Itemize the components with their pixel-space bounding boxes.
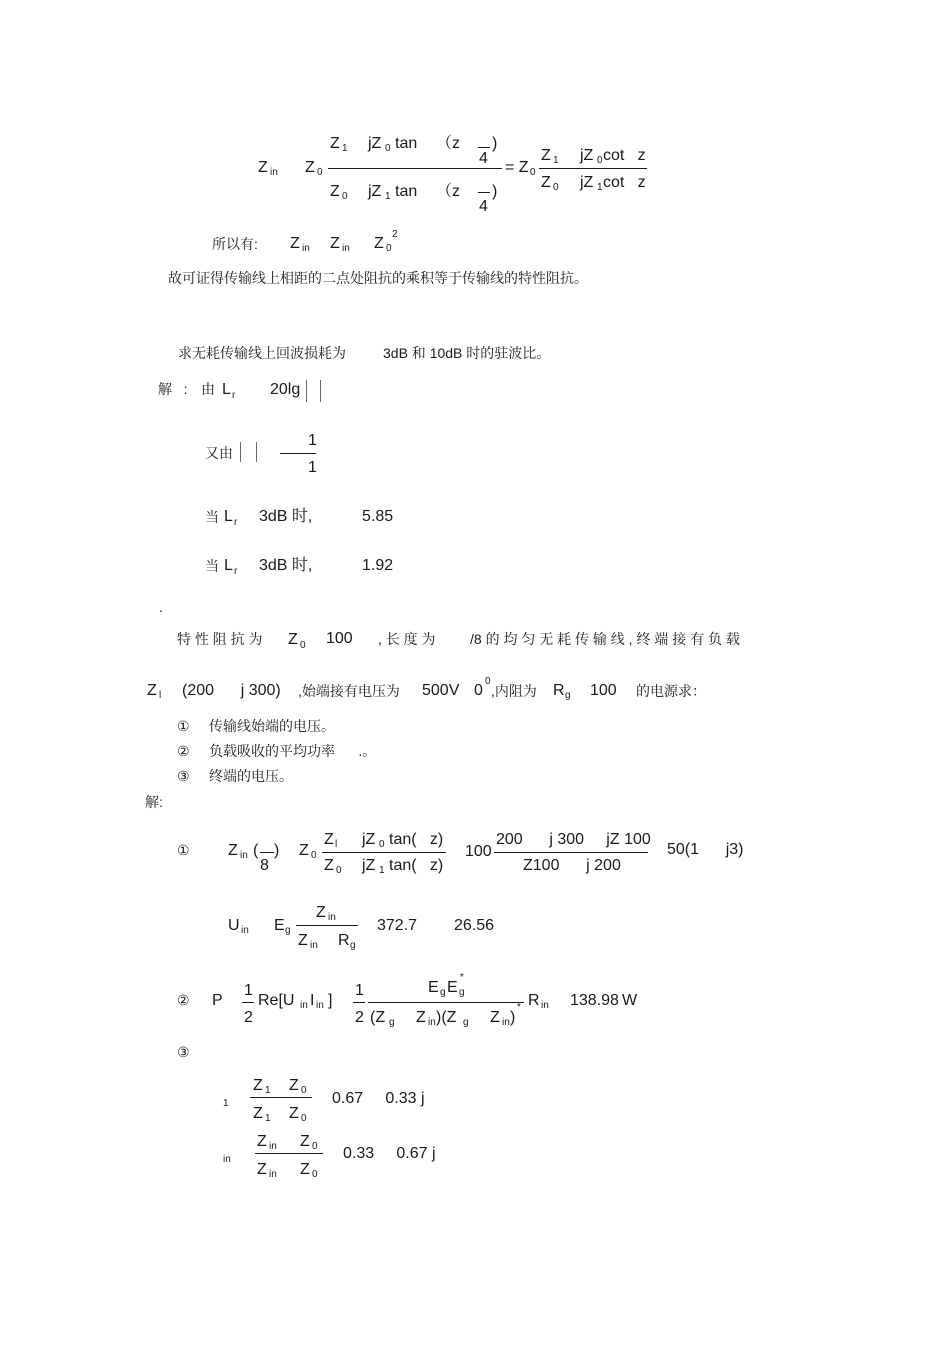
so-z2-sub: in [342, 243, 350, 254]
solution3-label: 解: [145, 794, 163, 810]
lr-symbol: L [222, 381, 231, 398]
p3-zl-sub: l [159, 690, 162, 701]
item3-text: 终端的电压。 [209, 768, 293, 784]
f2-num: 200 j 300 jZ 100 [496, 831, 651, 848]
p3-line1-b: , 长 度 为 [378, 631, 436, 647]
f4-num-e2: E [447, 979, 458, 996]
right-fraction-line [539, 168, 647, 169]
zin-arg-line [260, 852, 274, 853]
re-close: ] [328, 992, 333, 1009]
u-magnitude: 372.7 [377, 917, 418, 934]
f1-den-sub: 0 [336, 865, 342, 876]
f4-den-sub3: g [463, 1017, 469, 1028]
zin-subscript: in [270, 167, 278, 178]
half-den: 2 [244, 1009, 253, 1026]
f1-den-jz-sub: 1 [379, 865, 385, 876]
equals-z0-sub: 0 [530, 167, 536, 178]
den-jz1-sub: 1 [385, 191, 391, 202]
p3-voltage-angle: 0 [474, 682, 483, 699]
f4-den-mid: )(Z [436, 1009, 457, 1026]
s-z0-sub: 0 [311, 850, 317, 861]
gamma1-value: 0.67 0.33 j [332, 1090, 425, 1107]
den-four: 4 [479, 198, 488, 215]
p3-voltage: 500V [422, 682, 460, 699]
den-close: ) [492, 183, 498, 200]
p3-rg: R [553, 682, 565, 699]
r-den-z0: Z [541, 174, 551, 191]
f3-den-r-sub: g [350, 940, 356, 951]
f3-line [296, 925, 358, 926]
g1-num-a: Z [253, 1077, 263, 1094]
r-in-sub: in [541, 1000, 549, 1011]
f1-num-sub: l [335, 839, 338, 850]
r-den-z0-sub: 0 [553, 182, 559, 193]
half-num: 1 [244, 982, 253, 999]
power-unit: W [622, 992, 638, 1009]
case2-value: 1.92 [362, 557, 394, 574]
p3-zl: Z [147, 682, 157, 699]
frac-den: 1 [308, 459, 317, 476]
den-z0-sub: 0 [342, 191, 348, 202]
item2-text: 负载吸收的平均功率 .。 [209, 743, 377, 759]
num-jz0-sub: 0 [385, 143, 391, 154]
num-jz0: jZ [368, 135, 382, 152]
equals-z0: = Z [505, 159, 529, 176]
g1-den-a-sub: 1 [265, 1113, 271, 1124]
zin-sub: in [240, 850, 248, 861]
zin-paren-open: ( [253, 842, 259, 859]
so-z3-sub: 0 [386, 243, 392, 254]
f4-num-e2-sub: g [459, 987, 465, 998]
f1-num-tan: tan( z) [389, 831, 444, 848]
lr-sub: r [232, 390, 236, 401]
zin-symbol: Z [258, 159, 268, 176]
num-tan: tan [395, 135, 418, 152]
you-label: 由 [201, 381, 215, 397]
r-num-z1-sub: 1 [553, 155, 559, 166]
c2-marker: ② [177, 992, 190, 1008]
p3-rg-sub: g [565, 690, 571, 701]
case2-l: L [224, 557, 233, 574]
f3-num-sub: in [328, 912, 336, 923]
r-num-jz0-sub: 0 [597, 155, 603, 166]
g2-line [255, 1153, 323, 1154]
num-z1-sub: 1 [342, 143, 348, 154]
gamma-in-sub: in [223, 1154, 231, 1165]
eg-sub: g [285, 925, 291, 936]
problem2-text-b: 3dB 和 10dB 时的驻波比。 [383, 345, 551, 361]
g2-den-a-sub: in [269, 1169, 277, 1180]
num-z1: Z [330, 135, 340, 152]
p3-line2-c: 的电源求： [636, 683, 706, 699]
coef-100: 100 [465, 843, 492, 860]
u-angle: 26.56 [454, 917, 495, 934]
half2-line [353, 1002, 365, 1003]
f3-den-z-sub: in [310, 940, 318, 951]
r-den-cot: cot z [603, 174, 646, 191]
so-sup: 2 [392, 229, 398, 240]
problem2-text-a: 求无耗传输线上回波损耗为 [178, 345, 346, 361]
eg: E [274, 917, 285, 934]
p-symbol: P [212, 992, 223, 1009]
f1-num-jz-sub: 0 [379, 839, 385, 850]
den-tan: tan [395, 183, 418, 200]
f1-den-tan: tan( z) [389, 857, 444, 874]
r-in: R [528, 992, 540, 1009]
re-i: I [310, 992, 315, 1009]
f4-den-z2: Z [490, 1009, 500, 1026]
num-four: 4 [479, 150, 488, 167]
case1-l: L [224, 508, 233, 525]
abs-bar-left [306, 380, 307, 402]
abs2-bar-right [256, 442, 257, 462]
power-value: 138.98 [570, 992, 619, 1009]
s-z0: Z [299, 842, 309, 859]
so-z3: Z [374, 235, 384, 252]
g2-num-a-sub: in [269, 1141, 277, 1152]
main-fraction-line [328, 168, 502, 169]
f1-den-jz: jZ [362, 857, 376, 874]
z0-symbol: Z [305, 159, 315, 176]
separator-dot: . [159, 599, 163, 615]
case2-sub: r [234, 566, 238, 577]
f4-den-sub4: in [502, 1017, 510, 1028]
g1-line [250, 1097, 312, 1098]
re-open: Re[U [258, 992, 295, 1009]
f1-line [322, 852, 446, 853]
z0-subscript: 0 [317, 167, 323, 178]
r-den-jz1: jZ [580, 174, 594, 191]
f3-den-r: R [338, 932, 350, 949]
den-z0: Z [330, 183, 340, 200]
g1-num-a-sub: 1 [265, 1085, 271, 1096]
gamma1-sub: 1 [223, 1098, 229, 1109]
r-den-jz1-sub: 1 [597, 182, 603, 193]
f2-line [494, 852, 648, 853]
g1-num-b-sub: 0 [301, 1085, 307, 1096]
den-small-frac-line [478, 192, 490, 193]
f1-num-z: Z [324, 831, 334, 848]
frac-num: 1 [308, 432, 317, 449]
so-z1-sub: in [302, 243, 310, 254]
item2-num: ② [177, 743, 190, 759]
conclusion-text: 故可证得传输线上相距的二点处阻抗的乘积等于传输线的特性阻抗。 [168, 270, 588, 286]
case1-sub: r [234, 517, 238, 528]
re-sub2: in [316, 1000, 324, 1011]
so-z2: Z [330, 235, 340, 252]
half-line [242, 1002, 254, 1003]
f1-num-jz: jZ [362, 831, 376, 848]
p3-voltage-sup: 0 [485, 676, 491, 687]
den-jz1: jZ [368, 183, 382, 200]
p3-val100: 100 [326, 630, 353, 647]
re-sub1: in [300, 1000, 308, 1011]
f4-den-sub2: in [428, 1017, 436, 1028]
f4-den-sub1: g [389, 1017, 395, 1028]
p3-z0-sub: 0 [300, 640, 306, 651]
f4-den-open: (Z [370, 1009, 386, 1026]
f3-num: Z [316, 904, 326, 921]
p3-line2-b: ,内阻为 [491, 683, 537, 699]
half2-num: 1 [355, 982, 364, 999]
solution-label: 解 : [158, 381, 188, 397]
num-small-frac-line [478, 147, 490, 148]
p3-z0: Z [288, 631, 298, 648]
g2-den-b: Z [300, 1161, 310, 1178]
p3-rg-value: 100 [590, 682, 617, 699]
g2-den-b-sub: 0 [312, 1169, 318, 1180]
item1-num: ① [177, 718, 190, 734]
p3-line2-a: ,始端接有电压为 [298, 683, 400, 699]
f1-den-z: Z [324, 857, 334, 874]
case1-db: 3dB 时, [259, 508, 313, 525]
item1-text: 传输线始端的电压。 [209, 718, 335, 734]
zin: Z [228, 842, 238, 859]
frac-line [280, 453, 316, 454]
p3-line1-c: /8 的 均 匀 无 耗 传 输 线 , 终 端 接 有 负 载 [470, 631, 740, 647]
lg-expr: 20lg [270, 381, 301, 398]
again-label: 又由 [205, 445, 233, 461]
f4-num-star: * [460, 972, 464, 983]
u-in-sub: in [241, 925, 249, 936]
f4-num-e1: E [428, 979, 439, 996]
zin-paren-close: ) [274, 842, 280, 859]
den-arg: （z [436, 183, 461, 200]
case2-db: 3dB 时, [259, 557, 313, 574]
so-label: 所以有: [212, 236, 258, 252]
r-num-z1: Z [541, 147, 551, 164]
zin-arg-8: 8 [260, 857, 269, 874]
f2-den: Z100 j 200 [523, 857, 621, 874]
g1-den-b: Z [289, 1105, 299, 1122]
g1-den-a: Z [253, 1105, 263, 1122]
g2-num-b: Z [300, 1133, 310, 1150]
case2-when: 当 [205, 558, 219, 574]
f4-num-e1-sub: g [440, 987, 446, 998]
num-close: ) [492, 135, 498, 152]
half2-den: 2 [355, 1009, 364, 1026]
g2-num-b-sub: 0 [312, 1141, 318, 1152]
so-z1: Z [290, 235, 300, 252]
f4-den-z: Z [416, 1009, 426, 1026]
zin-result: 50(1 j3) [667, 841, 744, 858]
f4-den-close: ) [510, 1009, 516, 1026]
case1-value: 5.85 [362, 508, 394, 525]
g2-num-a: Z [257, 1133, 267, 1150]
g1-num-b: Z [289, 1077, 299, 1094]
abs2-bar-left [240, 442, 241, 462]
f4-den-star: * [517, 1002, 521, 1013]
f4-line [368, 1002, 524, 1003]
p3-line1-a: 特 性 阻 抗 为 [177, 631, 263, 647]
r-num-jz0: jZ [580, 147, 594, 164]
c3-marker: ③ [177, 1044, 190, 1060]
abs-bar-right [320, 380, 321, 402]
p3-zl-value: (200 j 300) [182, 682, 281, 699]
num-arg: （z [436, 135, 461, 152]
r-num-cot: cot z [603, 147, 646, 164]
g1-den-b-sub: 0 [301, 1113, 307, 1124]
u-in: U [228, 917, 240, 934]
f3-den-z: Z [298, 932, 308, 949]
g2-den-a: Z [257, 1161, 267, 1178]
case1-when: 当 [205, 509, 219, 525]
gamma-in-value: 0.33 0.67 j [343, 1145, 436, 1162]
c1-marker: ① [177, 842, 190, 858]
item3-num: ③ [177, 768, 190, 784]
